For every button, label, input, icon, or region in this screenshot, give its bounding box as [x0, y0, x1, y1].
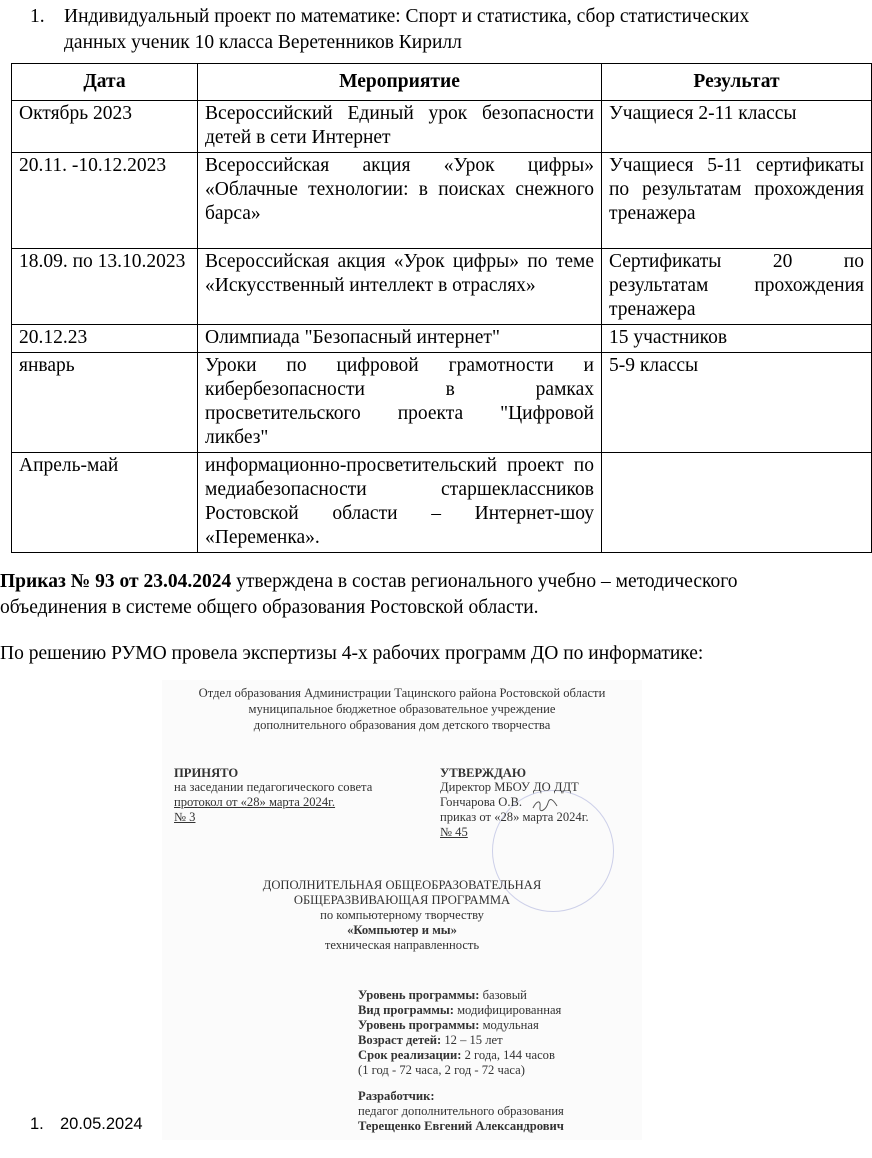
row-result: Сертификаты 20 по результатам прохождения тренажера — [602, 249, 872, 325]
row-result: 15 участников — [602, 325, 872, 353]
row-event: информационно-просветительский проект по медиабезопасности старшеклассников Ростовской области – Интернет-шоу «Переменка». — [198, 453, 602, 553]
list-date: 20.05.2024 — [60, 1115, 143, 1133]
program-title-line: техническая направленность — [324, 938, 480, 952]
order-number: Приказ № 93 от 23.04.2024 — [0, 571, 232, 592]
table-row — [12, 453, 872, 553]
table-row — [12, 101, 872, 153]
row-result — [602, 453, 872, 553]
order-paragraph — [0, 569, 812, 621]
list-number: 1. — [30, 1115, 44, 1133]
approve-title: УТВЕРЖДАЮ — [440, 766, 527, 780]
approve-line: № 45 — [440, 825, 468, 839]
accepted-line: № 3 — [174, 810, 196, 824]
header-result: Результат — [602, 64, 872, 101]
table-header-row — [12, 64, 872, 101]
org-line: Отдел образования Администрации Тацинского района Ростовской области — [198, 686, 606, 700]
accepted-line: на заседании педагогического совета — [174, 780, 373, 794]
heading-text: Индивидуальный проект по математике: Спорт и статистика, сбор статистических данных ученик 10 класса Веретенников Кирилл — [64, 6, 750, 53]
scanned-program-title-page — [162, 680, 642, 1140]
row-result: Учащиеся 2-11 классы — [602, 101, 872, 153]
program-name: «Компьютер и мы» — [347, 923, 457, 937]
row-date: 18.09. по 13.10.2023 — [12, 249, 198, 325]
program-level-2: Уровень программы: модульная — [358, 1018, 539, 1032]
row-date: 20.12.23 — [12, 325, 198, 353]
row-event: Олимпиада "Безопасный интернет" — [198, 325, 602, 353]
header-event: Мероприятие — [198, 64, 602, 101]
program-level: Уровень программы: базовый — [358, 988, 527, 1002]
program-title-line: по компьютерному творчеству — [320, 908, 484, 922]
row-event: Всероссийский Единый урок безопасности детей в сети Интернет — [198, 101, 602, 153]
row-result: 5-9 классы — [602, 353, 872, 453]
accepted-title: ПРИНЯТО — [174, 766, 239, 780]
author-name: Терещенко Евгений Александрович — [358, 1119, 564, 1133]
program-term-note: (1 год - 72 часа, 2 год - 72 часа) — [358, 1063, 525, 1077]
org-line: дополнительного образования дом детского творчества — [253, 718, 551, 732]
approve-line: приказ от «28» марта 2024г. — [440, 810, 589, 824]
row-event: Уроки по цифровой грамотности и кибербезопасности в рамках просветительского проекта "Цифровой ликбез" — [198, 353, 602, 453]
author-role: педагог дополнительного образования — [358, 1104, 564, 1118]
row-result: Учащиеся 5-11 сертификаты по результатам прохождения тренажера — [602, 153, 872, 249]
program-kind: Вид программы: модифицированная — [358, 1003, 562, 1017]
row-date: Апрель-май — [12, 453, 198, 553]
author-label: Разработчик: — [358, 1089, 435, 1103]
table-row — [12, 325, 872, 353]
table-row — [12, 249, 872, 325]
org-line: муниципальное бюджетное образовательное учреждение — [248, 702, 556, 716]
program-title-line: ДОПОЛНИТЕЛЬНАЯ ОБЩЕОБРАЗОВАТЕЛЬНАЯ — [262, 878, 542, 892]
approve-line: Директор МБОУ ДО ДДТ — [440, 780, 579, 794]
row-date: 20.11. -10.12.2023 — [12, 153, 198, 249]
row-date: Октябрь 2023 — [12, 101, 198, 153]
events-table — [11, 63, 872, 553]
header-date: Дата — [12, 64, 198, 101]
accepted-line: протокол от «28» марта 2024г. — [174, 795, 336, 809]
order-text: утверждена в состав регионального учебно – методического объединения в системе общего образования Ростовской области. — [0, 571, 738, 618]
approve-line: Гончарова О.В. — [440, 795, 523, 809]
program-title-line: ОБЩЕРАЗВИВАЮЩАЯ ПРОГРАММА — [293, 893, 511, 907]
program-term: Срок реализации: 2 года, 144 часов — [358, 1048, 555, 1062]
row-event: Всероссийская акция «Урок цифры» «Облачные технологии: в поисках снежного барса» — [198, 153, 602, 249]
row-date: январь — [12, 353, 198, 453]
table-row — [12, 353, 872, 453]
row-event: Всероссийская акция «Урок цифры» по теме «Искусственный интеллект в отраслях» — [198, 249, 602, 325]
decision-paragraph: По решению РУМО провела экспертизы 4-х рабочих программ ДО по информатике: — [0, 643, 704, 664]
children-age: Возраст детей: 12 – 15 лет — [358, 1033, 503, 1047]
heading-number: 1. — [30, 6, 45, 27]
table-row — [12, 153, 872, 249]
